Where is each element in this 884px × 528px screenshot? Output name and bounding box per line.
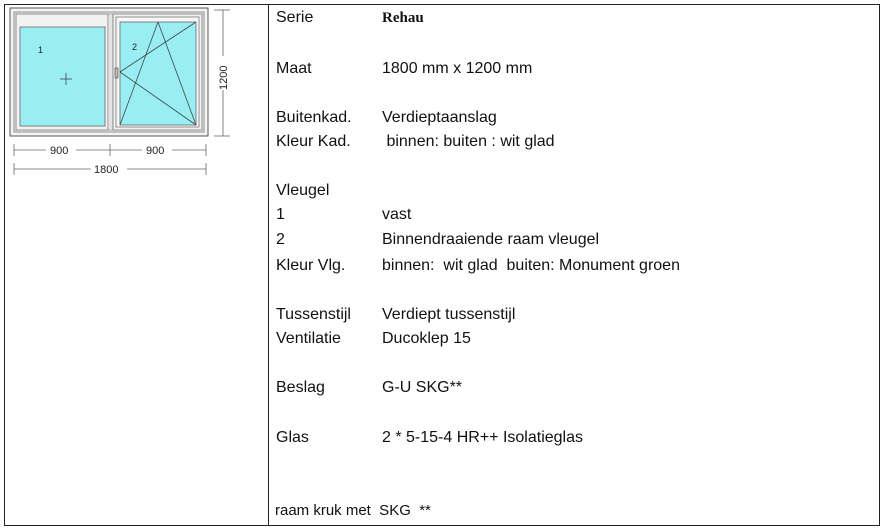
mullion bbox=[108, 14, 113, 130]
vleugel-1-value: vast bbox=[382, 206, 412, 223]
width-right-label: 900 bbox=[146, 145, 165, 157]
ventilatie-label: Ventilatie bbox=[276, 330, 341, 347]
column-divider bbox=[268, 4, 269, 526]
pane-2-glass bbox=[120, 22, 196, 125]
buitenkad-value: Verdieptaanslag bbox=[382, 109, 497, 126]
ventilatie-value: Ducoklep 15 bbox=[382, 330, 471, 347]
window-drawing bbox=[8, 6, 248, 186]
width-left-label: 900 bbox=[50, 145, 69, 157]
vleugel-1-label: 1 bbox=[276, 206, 285, 223]
pane-2-number: 2 bbox=[132, 42, 138, 52]
beslag-label: Beslag bbox=[276, 379, 325, 396]
buitenkad-label: Buitenkad. bbox=[276, 109, 352, 126]
serie-label: Serie bbox=[276, 9, 314, 26]
pane-1-number: 1 bbox=[38, 45, 44, 55]
serie-value: Rehau bbox=[382, 10, 424, 26]
pane-1-glass bbox=[20, 27, 105, 126]
vleugel-2-label: 2 bbox=[276, 231, 285, 248]
vleugel-2-value: Binnendraaiende raam vleugel bbox=[382, 231, 600, 248]
tussenstijl-value: Verdiept tussenstijl bbox=[382, 306, 516, 323]
total-width-label: 1800 bbox=[94, 164, 119, 176]
kleur-kad-value: binnen: buiten : wit glad bbox=[382, 133, 555, 150]
height-dimension-label: 1200 bbox=[218, 65, 230, 90]
kleur-vlg-value: binnen: wit glad buiten: Monument groen bbox=[382, 257, 680, 274]
glas-label: Glas bbox=[276, 429, 309, 446]
maat-label: Maat bbox=[276, 60, 312, 77]
handle-icon bbox=[115, 68, 118, 78]
tussenstijl-label: Tussenstijl bbox=[276, 306, 351, 323]
footer-note: raam kruk met SKG ** bbox=[275, 502, 431, 519]
beslag-value: G-U SKG** bbox=[382, 379, 463, 396]
vleugel-label: Vleugel bbox=[276, 182, 330, 199]
glas-value: 2 * 5-15-4 HR++ Isolatieglas bbox=[382, 429, 583, 446]
kleur-vlg-label: Kleur Vlg. bbox=[276, 257, 346, 274]
maat-value: 1800 mm x 1200 mm bbox=[382, 60, 533, 77]
kleur-kad-label: Kleur Kad. bbox=[276, 133, 351, 150]
